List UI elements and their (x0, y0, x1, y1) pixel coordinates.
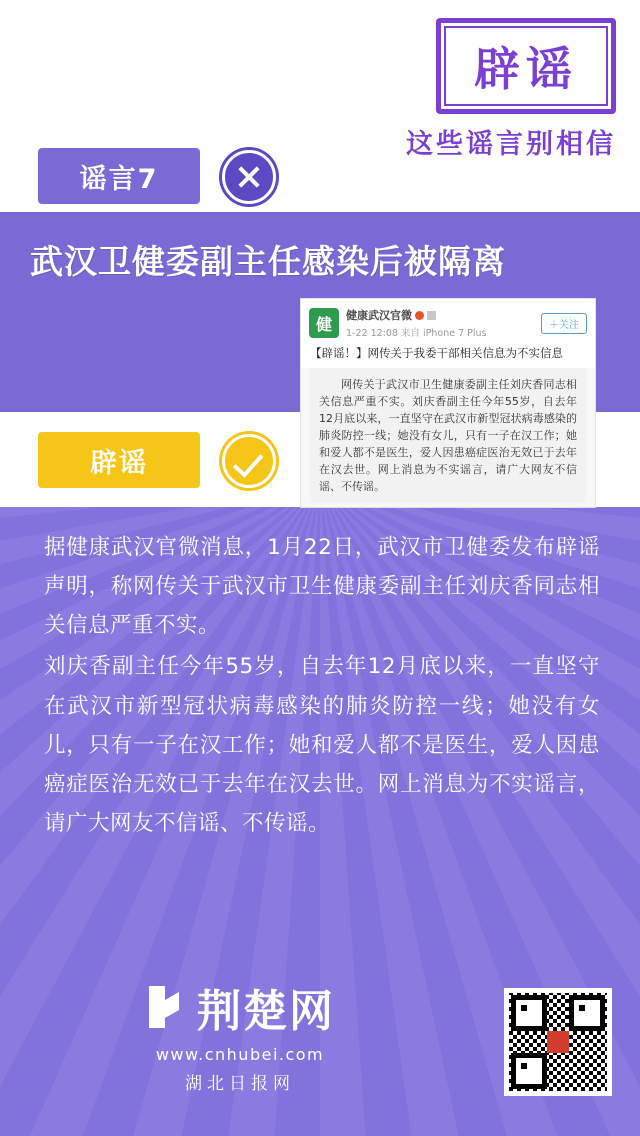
logo-url: www.cnhubei.com (155, 1045, 325, 1064)
qr-eye-top-left (511, 995, 547, 1031)
debunk-tag: 辟谣 (38, 432, 200, 488)
debunk-stamp (436, 18, 616, 114)
rumor-tag: 谣言7 (38, 148, 200, 204)
weibo-account-row (346, 307, 541, 323)
qr-eye-bottom-left (511, 1053, 547, 1089)
debunk-stamp-subtitle: 这些谣言别相信 (406, 129, 616, 160)
weibo-timestamp: 1-22 12:08 来自 iPhone 7 Plus (346, 328, 487, 339)
weibo-account-name: 健康武汉官微 (346, 309, 412, 322)
debunk-stamp-label: 辟谣 (444, 26, 608, 106)
logo-row (145, 975, 335, 1039)
verified-badge-icon (415, 311, 424, 320)
footer-logo (0, 975, 480, 1094)
debunk-body (44, 528, 600, 843)
check-icon (222, 434, 276, 488)
weibo-header (301, 299, 595, 343)
avatar (309, 308, 339, 338)
logo-subtitle: 湖北日报网 (185, 1074, 295, 1094)
qr-center-logo (547, 1031, 569, 1053)
follow-button[interactable]: ＋关注 (541, 313, 587, 334)
page-title: 武汉卫健委副主任感染后被隔离 (30, 242, 506, 281)
cnhubei-mark-icon (145, 984, 187, 1030)
debunk-paragraph-1: 据健康武汉官微消息，1月22日，武汉市卫健委发布辟谣声明，称网传关于武汉市卫生健康委副主任刘庆香同志相关信息严重不实。 (44, 535, 600, 639)
weibo-post-title: 【辟谣！】网传关于我委干部相关信息为不实信息 (301, 343, 595, 368)
logo-text: 荆楚网 (197, 986, 335, 1037)
weibo-post-body: 网传关于武汉市卫生健康委副主任刘庆香同志相关信息严重不实。刘庆香副主任今年55岁，自去年12月底以来，一直坚守在武汉市新型冠状病毒感染的肺炎防控一线；她没有女儿，只有一子在汉工作；她和爱人都不是医生，爱人因患癌症医治无效已于去年在汉去世。网上消息为不实谣言，请广大网友不信谣、不传谣。 (310, 368, 586, 503)
weibo-meta (346, 307, 541, 339)
qr-code-pattern (509, 993, 607, 1091)
cross-icon (222, 150, 276, 204)
weibo-screenshot-card (300, 298, 596, 508)
qr-code[interactable] (504, 988, 612, 1096)
qr-eye-top-right (569, 995, 605, 1031)
member-badge-icon (427, 311, 436, 320)
debunk-paragraph-2: 刘庆香副主任今年55岁，自去年12月底以来，一直坚守在武汉市新型冠状病毒感染的肺炎防控一线；她没有女儿，只有一子在汉工作；她和爱人都不是医生，爱人因患癌症医治无效已于去年在汉去世。网上消息为不实谣言，请广大网友不信谣、不传谣。 (44, 654, 600, 836)
